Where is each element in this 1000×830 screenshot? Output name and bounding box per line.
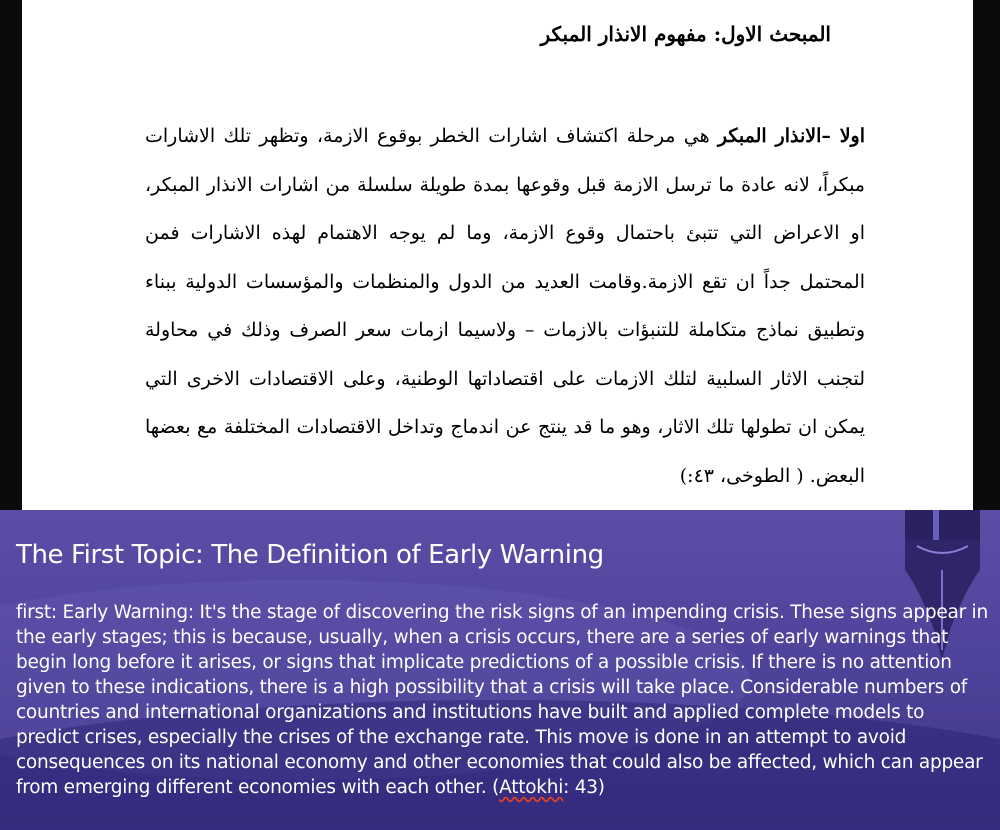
translation-overlay xyxy=(0,510,1000,830)
lead-term: اولا –الانذار المبكر xyxy=(717,125,865,147)
document-paragraph xyxy=(145,112,865,500)
translation-text: first: Early Warning: It's the stage of discovering the risk signs of an impending crisis. These signs appear in the early stages; this is because, usually, when a crisis occurs, there are a series of early warnings that begin long before it arises, or signs that implicate predictions of a possible crisis. If there is no attention given to these indications, there is a high possibility that a crisis will take place. Considerable numbers of countries and international organizations and institutions have built and applied complete models to predict crises, especially the crises of the exchange rate. This move is done in an attempt to avoid consequences on its national economy and other economies that could also be affected, which can appear from emerging different economies with each other. ( xyxy=(16,602,988,798)
citation-tail: : 43) xyxy=(563,777,605,798)
translation-body xyxy=(16,600,991,800)
paragraph-text: هي مرحلة اكتشاف اشارات الخطر بوقوع الازمة، وتظهر تلك الاشارات مبكراً، لانه عادة ما ترسل الازمة قبل وقوعها بمدة طويلة سلسلة من اشارات الانذار المبكر، او الاعراض التي تتبئ باحتمال وقوع الازمة، وما لم يوجه الاهتمام لهذه الاشارات فمن المحتمل جداً ان تقع الازمة.وقامت العديد من الدول والمنظمات والمؤسسات الدولية ببناء وتطبيق نماذج متكاملة للتنبؤات بالازمات – ولاسيما ازمات سعر الصرف وذلك في محاولة لتجنب الاثار السلبية لتلك الازمات على اقتصاداتها الوطنية، وعلى الاقتصادات الاخرى التي يمكن ان تطولها تلك الاثار، وهو ما قد ينتج عن اندماج وتداخل الاقتصادات المختلفة مع بعضها البعض. ( الطوخى، ٤٣:) xyxy=(145,125,865,487)
spellcheck-word: Attokhi xyxy=(499,777,564,798)
document-heading: المبحث الاول: مفهوم الانذار المبكر xyxy=(540,22,831,46)
translation-title: The First Topic: The Definition of Early Warning xyxy=(16,540,604,570)
document-page xyxy=(22,0,973,510)
